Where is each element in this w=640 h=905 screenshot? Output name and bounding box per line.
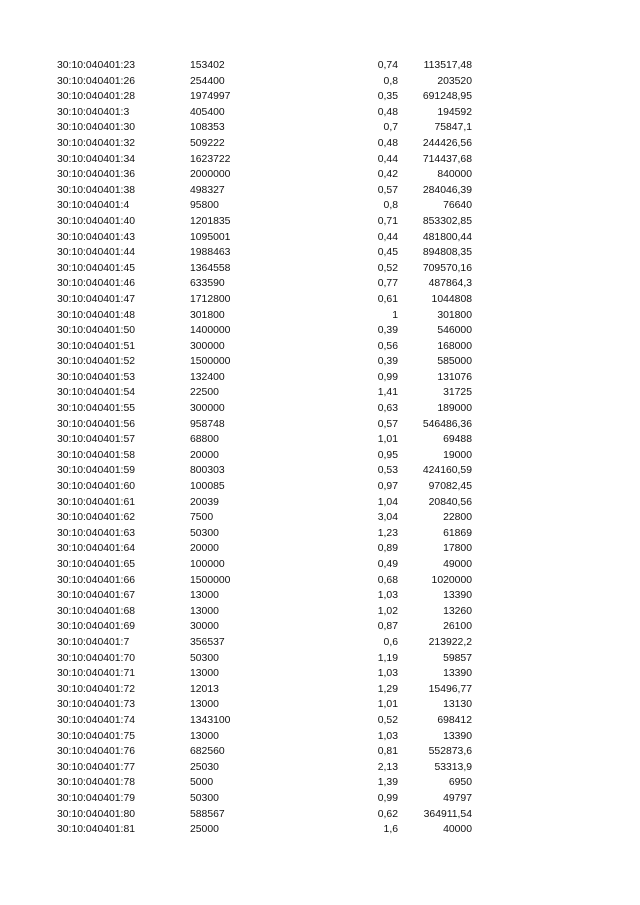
value-cell: 132400 xyxy=(190,371,225,383)
cadastral-number-cell: 30:10:040401:58 xyxy=(57,449,136,461)
cadastral-number-cell: 30:10:040401:69 xyxy=(57,621,136,633)
value-cell: 50300 xyxy=(190,652,219,664)
result-cell: 301800 xyxy=(437,309,472,321)
result-cell: 61869 xyxy=(443,527,472,539)
result-cell: 113517,48 xyxy=(423,60,472,71)
value-cell: 958748 xyxy=(190,418,225,430)
result-cell: 424160,59 xyxy=(422,465,472,477)
table-row xyxy=(0,214,640,230)
value-cell: 5000 xyxy=(190,777,214,789)
cadastral-number-cell: 30:10:040401:36 xyxy=(57,169,136,181)
coefficient-cell: 0,62 xyxy=(377,808,398,820)
coefficient-cell: 1,29 xyxy=(377,683,398,695)
value-cell: 22500 xyxy=(190,387,219,399)
coefficient-cell: 1,01 xyxy=(377,434,398,446)
value-cell: 25000 xyxy=(190,824,219,836)
value-cell: 498327 xyxy=(190,184,225,196)
coefficient-cell: 0,44 xyxy=(377,153,398,165)
value-cell: 95800 xyxy=(190,200,219,212)
value-cell: 1712800 xyxy=(190,293,231,305)
cadastral-number-cell: 30:10:040401:54 xyxy=(57,387,136,399)
cadastral-number-cell: 30:10:040401:57 xyxy=(57,434,136,446)
table-row xyxy=(0,682,640,698)
coefficient-cell: 0,77 xyxy=(377,278,398,290)
coefficient-cell: 1,02 xyxy=(377,605,398,617)
result-cell: 1044808 xyxy=(431,293,472,305)
table-row xyxy=(0,230,640,246)
value-cell: 100000 xyxy=(190,559,225,570)
cadastral-number-cell: 30:10:040401:38 xyxy=(57,184,136,196)
result-cell: 69488 xyxy=(443,434,472,446)
coefficient-cell: 0,48 xyxy=(377,106,398,118)
result-cell: 17800 xyxy=(443,543,472,555)
value-cell: 13000 xyxy=(190,590,219,602)
table-row xyxy=(0,666,640,682)
table-row xyxy=(0,573,640,589)
table-row xyxy=(0,822,640,838)
result-cell: 481800,44 xyxy=(422,231,472,243)
value-cell: 20000 xyxy=(190,543,219,555)
value-cell: 50300 xyxy=(190,792,219,804)
table-row xyxy=(0,354,640,370)
cadastral-number-cell: 30:10:040401:76 xyxy=(57,746,136,758)
result-cell: 691248,95 xyxy=(422,91,472,103)
table-row xyxy=(0,152,640,168)
result-cell: 19000 xyxy=(443,449,472,461)
table-row xyxy=(0,370,640,386)
value-cell: 405400 xyxy=(190,106,225,118)
table-row xyxy=(0,323,640,339)
result-cell: 26100 xyxy=(443,621,472,633)
table-row xyxy=(0,432,640,448)
value-cell: 108353 xyxy=(190,122,225,134)
value-cell: 20000 xyxy=(190,449,219,461)
value-cell: 588567 xyxy=(190,808,225,820)
cadastral-number-cell: 30:10:040401:81 xyxy=(57,824,136,836)
coefficient-cell: 0,44 xyxy=(377,231,398,243)
table-row xyxy=(0,417,640,433)
cadastral-number-cell: 30:10:040401:53 xyxy=(57,371,136,383)
result-cell: 13390 xyxy=(443,730,472,742)
table-row xyxy=(0,120,640,136)
value-cell: 633590 xyxy=(190,278,225,290)
coefficient-cell: 1,04 xyxy=(377,496,398,508)
table-row xyxy=(0,401,640,417)
result-cell: 1020000 xyxy=(431,574,472,586)
coefficient-cell: 0,68 xyxy=(377,574,398,586)
result-cell: 709570,16 xyxy=(422,262,472,274)
value-cell: 2000000 xyxy=(190,169,231,181)
coefficient-cell: 0,49 xyxy=(377,559,398,570)
cadastral-number-cell: 30:10:040401:47 xyxy=(57,293,136,305)
value-cell: 20039 xyxy=(190,496,219,508)
value-cell: 25030 xyxy=(190,761,219,773)
value-cell: 509222 xyxy=(190,137,225,149)
cadastral-number-cell: 30:10:040401:70 xyxy=(57,652,136,664)
cadastral-number-cell: 30:10:040401:74 xyxy=(57,714,136,726)
result-cell: 894808,35 xyxy=(422,247,472,259)
data-table xyxy=(0,58,640,838)
result-cell: 213922,2 xyxy=(428,636,472,648)
table-row xyxy=(0,588,640,604)
value-cell: 301800 xyxy=(190,309,225,321)
coefficient-cell: 3,04 xyxy=(377,512,398,524)
table-row xyxy=(0,89,640,105)
result-cell: 131076 xyxy=(437,371,472,383)
table-row xyxy=(0,713,640,729)
coefficient-cell: 0,8 xyxy=(383,200,398,212)
result-cell: 203520 xyxy=(437,75,472,87)
table-row xyxy=(0,791,640,807)
table-row xyxy=(0,541,640,557)
cadastral-number-cell: 30:10:040401:73 xyxy=(57,699,136,711)
result-cell: 840000 xyxy=(437,169,472,181)
result-cell: 194592 xyxy=(437,106,472,118)
table-row xyxy=(0,635,640,651)
value-cell: 30000 xyxy=(190,621,219,633)
cadastral-number-cell: 30:10:040401:68 xyxy=(57,605,136,617)
result-cell: 853302,85 xyxy=(422,215,472,227)
cadastral-number-cell: 30:10:040401:67 xyxy=(57,590,136,602)
table-row xyxy=(0,74,640,90)
value-cell: 13000 xyxy=(190,605,219,617)
table-row xyxy=(0,276,640,292)
value-cell: 1400000 xyxy=(190,325,231,337)
cadastral-number-cell: 30:10:040401:28 xyxy=(57,91,136,103)
cadastral-number-cell: 30:10:040401:7 xyxy=(57,636,130,648)
result-cell: 76640 xyxy=(443,200,472,212)
table-row xyxy=(0,261,640,277)
coefficient-cell: 0,53 xyxy=(377,465,398,477)
table-row xyxy=(0,697,640,713)
table-row xyxy=(0,58,640,74)
result-cell: 15496,77 xyxy=(428,683,472,695)
result-cell: 59857 xyxy=(443,652,472,664)
table-row xyxy=(0,495,640,511)
value-cell: 1364558 xyxy=(190,262,231,274)
coefficient-cell: 0,57 xyxy=(377,418,398,430)
value-cell: 356537 xyxy=(190,636,225,648)
coefficient-cell: 0,89 xyxy=(377,543,398,555)
value-cell: 300000 xyxy=(190,340,225,352)
result-cell: 6950 xyxy=(448,777,472,789)
cadastral-number-cell: 30:10:040401:71 xyxy=(57,668,136,680)
result-cell: 13130 xyxy=(443,699,472,711)
value-cell: 153402 xyxy=(190,60,225,71)
result-cell: 49797 xyxy=(443,792,472,804)
coefficient-cell: 0,7 xyxy=(383,122,398,134)
result-cell: 364911,54 xyxy=(423,808,472,820)
coefficient-cell: 1,41 xyxy=(377,387,398,399)
coefficient-cell: 0,81 xyxy=(377,746,398,758)
table-row xyxy=(0,198,640,214)
cadastral-number-cell: 30:10:040401:48 xyxy=(57,309,136,321)
value-cell: 1095001 xyxy=(190,231,231,243)
result-cell: 546000 xyxy=(437,325,472,337)
value-cell: 1201835 xyxy=(190,215,231,227)
coefficient-cell: 0,8 xyxy=(383,75,398,87)
table-row xyxy=(0,557,640,573)
table-row xyxy=(0,651,640,667)
coefficient-cell: 0,87 xyxy=(377,621,398,633)
value-cell: 682560 xyxy=(190,746,225,758)
table-row xyxy=(0,105,640,121)
coefficient-cell: 1,03 xyxy=(377,730,398,742)
coefficient-cell: 1,6 xyxy=(383,824,398,836)
cadastral-number-cell: 30:10:040401:66 xyxy=(57,574,136,586)
value-cell: 254400 xyxy=(190,75,225,87)
result-cell: 189000 xyxy=(437,403,472,415)
table-row xyxy=(0,744,640,760)
table-row xyxy=(0,245,640,261)
coefficient-cell: 0,45 xyxy=(377,247,398,259)
cadastral-number-cell: 30:10:040401:26 xyxy=(57,75,136,87)
cadastral-number-cell: 30:10:040401:61 xyxy=(57,496,136,508)
table-row xyxy=(0,308,640,324)
table-row xyxy=(0,136,640,152)
value-cell: 68800 xyxy=(190,434,219,446)
result-cell: 49000 xyxy=(443,559,472,570)
cadastral-number-cell: 30:10:040401:50 xyxy=(57,325,136,337)
cadastral-number-cell: 30:10:040401:23 xyxy=(57,60,136,71)
table-row xyxy=(0,775,640,791)
cadastral-number-cell: 30:10:040401:43 xyxy=(57,231,136,243)
coefficient-cell: 0,57 xyxy=(377,184,398,196)
coefficient-cell: 0,95 xyxy=(377,449,398,461)
table-row xyxy=(0,385,640,401)
table-row xyxy=(0,526,640,542)
cadastral-number-cell: 30:10:040401:63 xyxy=(57,527,136,539)
result-cell: 552873,6 xyxy=(428,746,472,758)
coefficient-cell: 1,03 xyxy=(377,668,398,680)
result-cell: 487864,3 xyxy=(428,278,472,290)
cadastral-number-cell: 30:10:040401:3 xyxy=(57,106,130,118)
cadastral-number-cell: 30:10:040401:80 xyxy=(57,808,136,820)
coefficient-cell: 0,6 xyxy=(383,636,398,648)
table-row xyxy=(0,807,640,823)
cadastral-number-cell: 30:10:040401:51 xyxy=(57,340,136,352)
result-cell: 698412 xyxy=(437,714,472,726)
table-row xyxy=(0,619,640,635)
result-cell: 40000 xyxy=(443,824,472,836)
value-cell: 300000 xyxy=(190,403,225,415)
value-cell: 1343100 xyxy=(190,714,231,726)
result-cell: 284046,39 xyxy=(422,184,472,196)
result-cell: 31725 xyxy=(443,387,472,399)
result-cell: 13390 xyxy=(443,668,472,680)
cadastral-number-cell: 30:10:040401:62 xyxy=(57,512,136,524)
cadastral-number-cell: 30:10:040401:34 xyxy=(57,153,136,165)
value-cell: 13000 xyxy=(190,668,219,680)
result-cell: 13260 xyxy=(443,605,472,617)
coefficient-cell: 0,52 xyxy=(377,262,398,274)
cadastral-number-cell: 30:10:040401:4 xyxy=(57,200,130,212)
result-cell: 244426,56 xyxy=(422,137,472,149)
coefficient-cell: 1,23 xyxy=(377,527,398,539)
table-row xyxy=(0,479,640,495)
coefficient-cell: 0,61 xyxy=(377,293,398,305)
coefficient-cell: 0,39 xyxy=(377,325,398,337)
cadastral-number-cell: 30:10:040401:55 xyxy=(57,403,136,415)
result-cell: 97082,45 xyxy=(428,481,472,493)
coefficient-cell: 0,63 xyxy=(377,403,398,415)
cadastral-number-cell: 30:10:040401:72 xyxy=(57,683,136,695)
coefficient-cell: 1,01 xyxy=(377,699,398,711)
result-cell: 714437,68 xyxy=(422,153,472,165)
cadastral-number-cell: 30:10:040401:60 xyxy=(57,481,136,493)
cadastral-number-cell: 30:10:040401:44 xyxy=(57,247,136,259)
value-cell: 13000 xyxy=(190,699,219,711)
value-cell: 1500000 xyxy=(190,574,231,586)
table-row xyxy=(0,292,640,308)
coefficient-cell: 2,13 xyxy=(377,761,398,773)
coefficient-cell: 0,48 xyxy=(377,137,398,149)
result-cell: 168000 xyxy=(437,340,472,352)
result-cell: 53313,9 xyxy=(434,761,472,773)
coefficient-cell: 0,56 xyxy=(377,340,398,352)
value-cell: 1974997 xyxy=(190,91,231,103)
result-cell: 546486,36 xyxy=(422,418,472,430)
value-cell: 1623722 xyxy=(190,153,231,165)
cadastral-number-cell: 30:10:040401:79 xyxy=(57,792,136,804)
coefficient-cell: 0,74 xyxy=(377,60,398,71)
value-cell: 50300 xyxy=(190,527,219,539)
result-cell: 585000 xyxy=(437,356,472,368)
table-row xyxy=(0,463,640,479)
result-cell: 75847,1 xyxy=(434,122,472,134)
value-cell: 1500000 xyxy=(190,356,231,368)
table-row xyxy=(0,183,640,199)
cadastral-number-cell: 30:10:040401:64 xyxy=(57,543,136,555)
cadastral-number-cell: 30:10:040401:52 xyxy=(57,356,136,368)
cadastral-number-cell: 30:10:040401:59 xyxy=(57,465,136,477)
coefficient-cell: 1,19 xyxy=(377,652,398,664)
table-row xyxy=(0,339,640,355)
value-cell: 12013 xyxy=(190,683,219,695)
coefficient-cell: 0,39 xyxy=(377,356,398,368)
table-row xyxy=(0,167,640,183)
table-row xyxy=(0,729,640,745)
table-row xyxy=(0,760,640,776)
coefficient-cell: 1,39 xyxy=(377,777,398,789)
coefficient-cell: 0,35 xyxy=(377,91,398,103)
cadastral-number-cell: 30:10:040401:40 xyxy=(57,215,136,227)
cadastral-number-cell: 30:10:040401:78 xyxy=(57,777,136,789)
result-cell: 13390 xyxy=(443,590,472,602)
result-cell: 20840,56 xyxy=(428,496,472,508)
cadastral-number-cell: 30:10:040401:46 xyxy=(57,278,136,290)
table-row xyxy=(0,448,640,464)
result-cell: 22800 xyxy=(443,512,472,524)
coefficient-cell: 1 xyxy=(392,309,398,321)
cadastral-number-cell: 30:10:040401:45 xyxy=(57,262,136,274)
cadastral-number-cell: 30:10:040401:75 xyxy=(57,730,136,742)
table-row xyxy=(0,604,640,620)
coefficient-cell: 0,97 xyxy=(377,481,398,493)
value-cell: 800303 xyxy=(190,465,225,477)
coefficient-cell: 0,99 xyxy=(377,792,398,804)
cadastral-number-cell: 30:10:040401:65 xyxy=(57,559,136,570)
cadastral-number-cell: 30:10:040401:32 xyxy=(57,137,136,149)
value-cell: 13000 xyxy=(190,730,219,742)
cadastral-number-cell: 30:10:040401:56 xyxy=(57,418,136,430)
cadastral-number-cell: 30:10:040401:77 xyxy=(57,761,136,773)
value-cell: 100085 xyxy=(190,481,225,493)
coefficient-cell: 0,99 xyxy=(377,371,398,383)
table-row xyxy=(0,510,640,526)
cadastral-number-cell: 30:10:040401:30 xyxy=(57,122,136,134)
coefficient-cell: 1,03 xyxy=(377,590,398,602)
value-cell: 1988463 xyxy=(190,247,231,259)
coefficient-cell: 0,52 xyxy=(377,714,398,726)
coefficient-cell: 0,42 xyxy=(377,169,398,181)
value-cell: 7500 xyxy=(190,512,214,524)
coefficient-cell: 0,71 xyxy=(377,215,398,227)
